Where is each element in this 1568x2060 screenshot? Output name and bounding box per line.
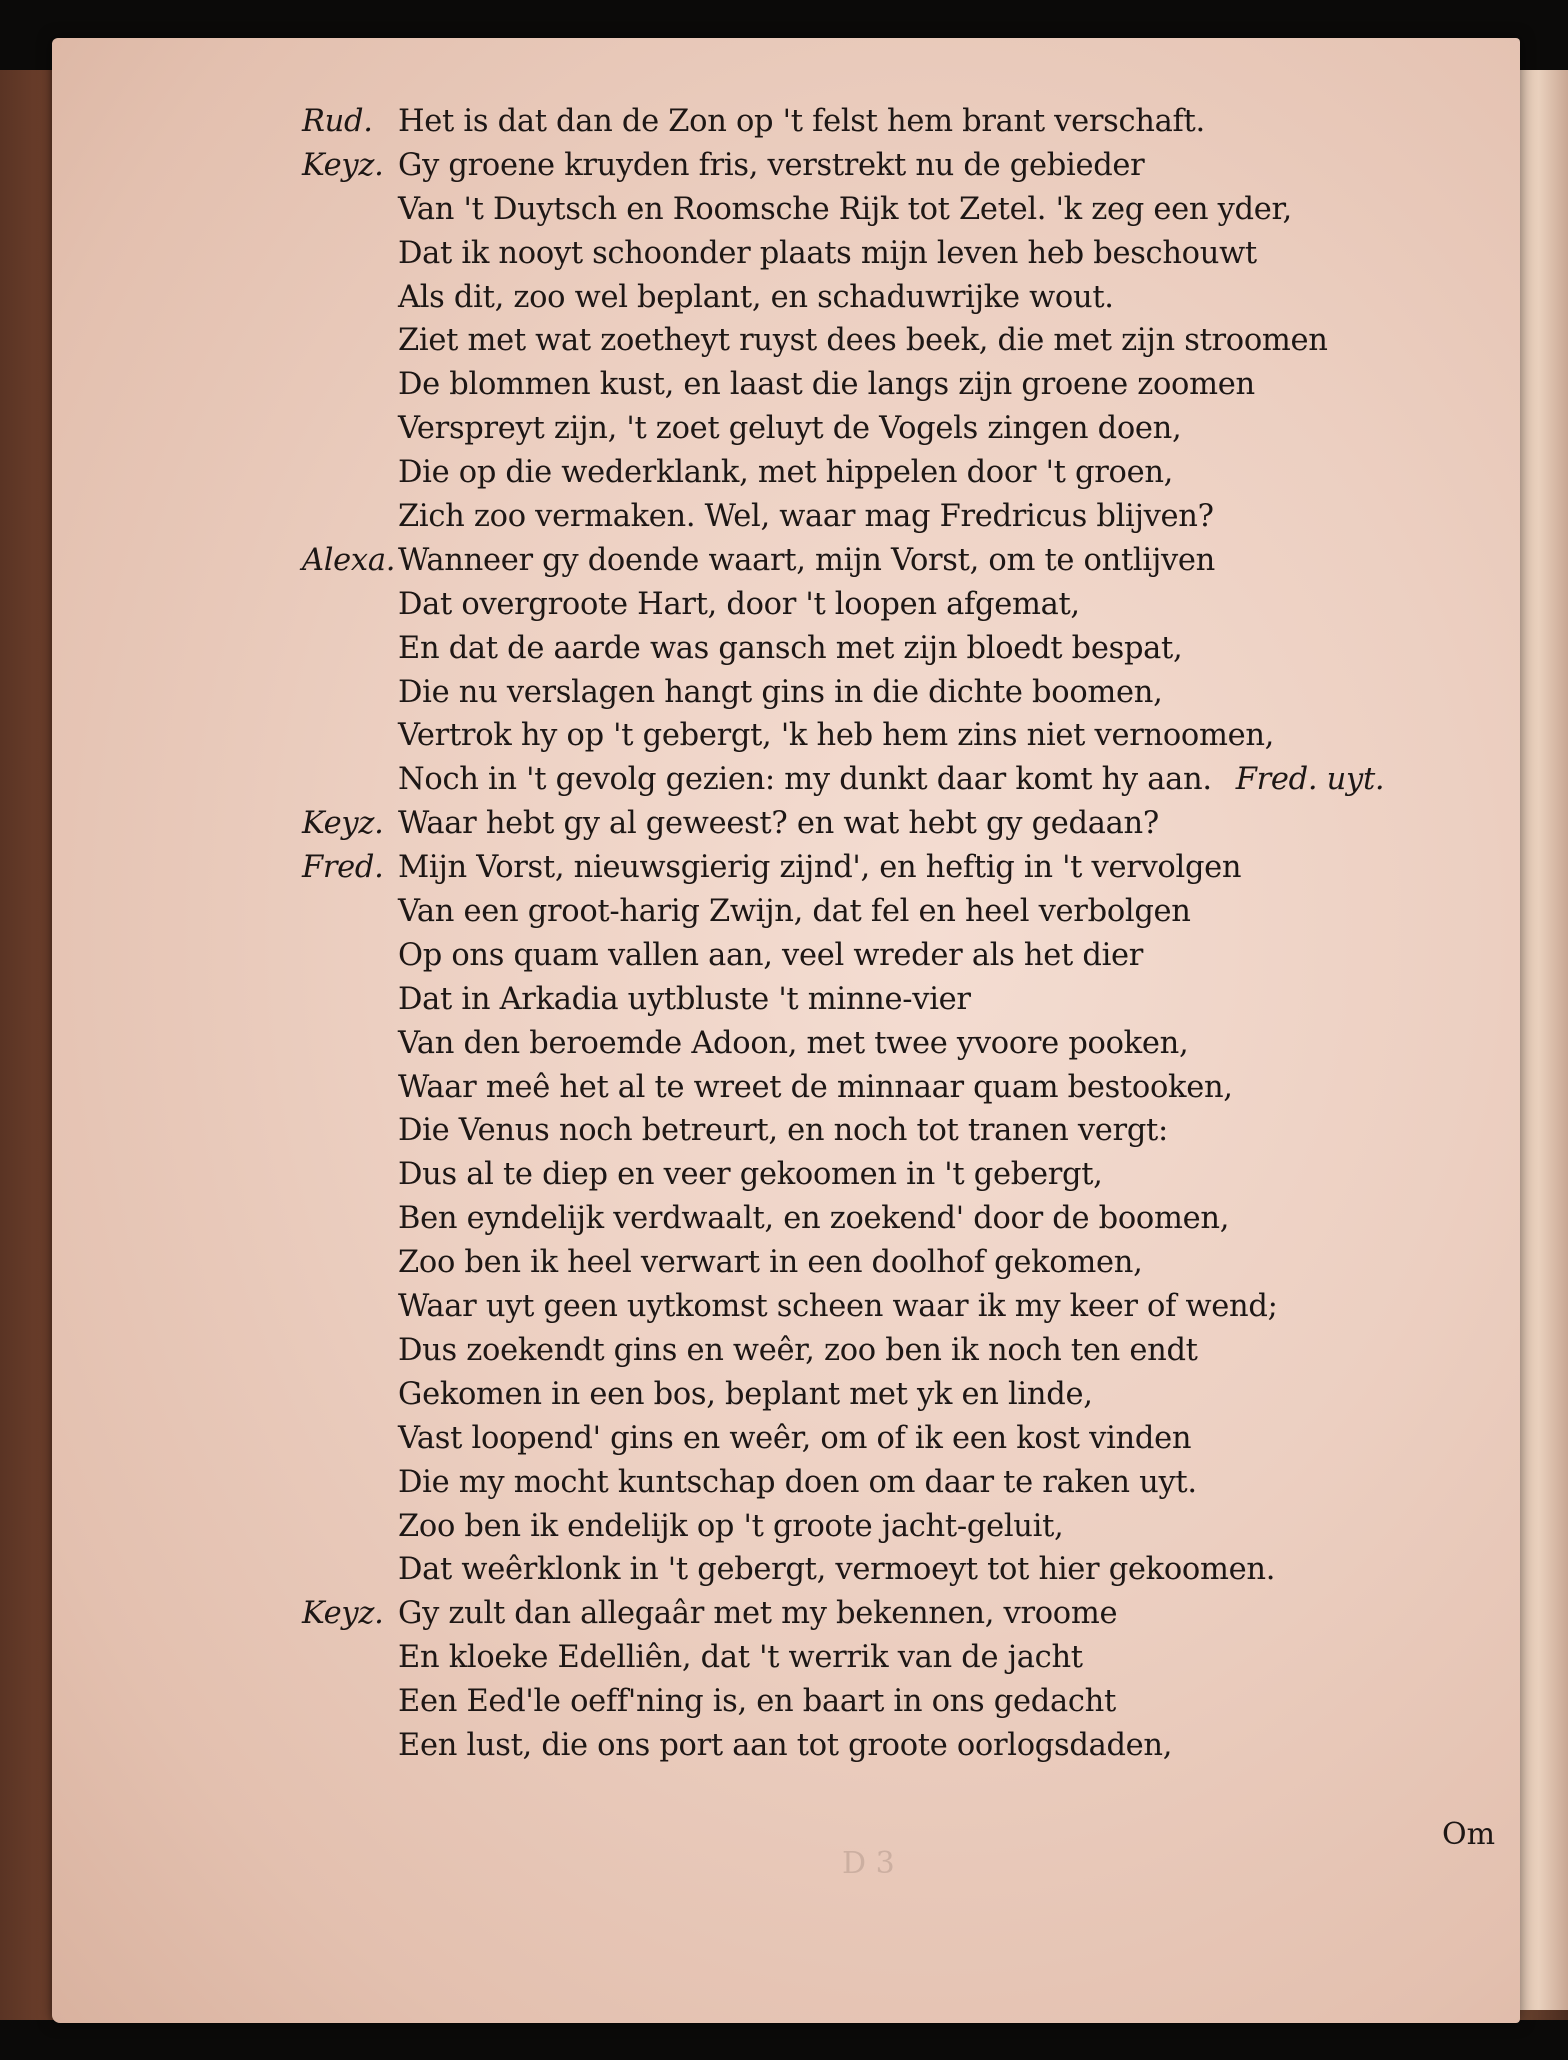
line-indent: [302, 714, 398, 758]
line-indent: [302, 934, 398, 978]
verse-text: Van den beroemde Adoon, met twee yvoore pooken,: [398, 1025, 1189, 1061]
verse-text: Een lust, die ons port aan tot groote oorlogsdaden,: [398, 1727, 1173, 1763]
verse-text: Gekomen in een bos, beplant met yk en linde,: [398, 1376, 1093, 1412]
line-indent: [302, 1109, 398, 1153]
signature-mark: D 3: [842, 1846, 895, 1881]
verse-line: [302, 319, 1502, 363]
speaker-label: Keyz.: [302, 1596, 384, 1632]
verse-line: [302, 1153, 1502, 1197]
verse-text: Vertrok hy op 't gebergt, 'k heb hem zins niet vernoomen,: [398, 718, 1275, 754]
verse-text-block: [302, 100, 1502, 1768]
verse-text: Ziet met wat zoetheyt ruyst dees beek, die met zijn stroomen: [398, 323, 1328, 359]
line-indent: [302, 1329, 398, 1373]
verse-text: Dus zoekendt gins en weêr, zoo ben ik noch ten endt: [398, 1332, 1198, 1368]
verse-text: Zoo ben ik heel verwart in een doolhof gekomen,: [398, 1245, 1143, 1281]
verse-line: [302, 1680, 1502, 1724]
line-indent: [302, 1680, 398, 1724]
book-page: [52, 38, 1520, 2023]
line-indent: [302, 1197, 398, 1241]
verse-text: Gy zult dan allegaâr met my bekennen, vroome: [398, 1596, 1118, 1632]
line-indent: [302, 1153, 398, 1197]
verse-text: Noch in 't gevolg gezien: my dunkt daar komt hy aan.: [398, 762, 1212, 798]
verse-line: [302, 1109, 1502, 1153]
line-indent: [302, 627, 398, 671]
verse-line: [302, 1548, 1502, 1592]
verse-line: [302, 627, 1502, 671]
verse-line: [302, 1636, 1502, 1680]
verse-line: [302, 276, 1502, 320]
verse-line: [302, 714, 1502, 758]
verse-line: [302, 1329, 1502, 1373]
verse-text: Zich zoo vermaken. Wel, waar mag Fredricus blijven?: [398, 499, 1214, 535]
verse-line: [302, 1592, 1502, 1636]
verse-line: [302, 1373, 1502, 1417]
verse-line: [302, 978, 1502, 1022]
verse-line: [302, 451, 1502, 495]
line-indent: [302, 1285, 398, 1329]
verse-text: Waar uyt geen uytkomst scheen waar ik my keer of wend;: [398, 1289, 1278, 1325]
line-indent: [302, 1022, 398, 1066]
verse-line: [302, 232, 1502, 276]
line-indent: [302, 978, 398, 1022]
speaker-label: Keyz.: [302, 147, 384, 183]
verse-line: [302, 188, 1502, 232]
line-indent: [302, 1417, 398, 1461]
verse-text: Gy groene kruyden fris, verstrekt nu de gebieder: [398, 147, 1145, 183]
verse-line: [302, 934, 1502, 978]
verse-text: Vast loopend' gins en weêr, om of ik een kost vinden: [398, 1420, 1192, 1456]
verse-text: Ben eyndelijk verdwaalt, en zoekend' door de boomen,: [398, 1201, 1230, 1237]
line-indent: [302, 890, 398, 934]
verse-text: Van 't Duytsch en Roomsche Rijk tot Zetel. 'k zeg een yder,: [398, 191, 1292, 227]
line-indent: [302, 451, 398, 495]
verse-text: Die my mocht kuntschap doen om daar te raken uyt.: [398, 1464, 1197, 1500]
verse-line: [302, 1285, 1502, 1329]
verse-line: [302, 1241, 1502, 1285]
line-indent: [302, 1241, 398, 1285]
verse-text: Wanneer gy doende waart, mijn Vorst, om te ontlijven: [398, 542, 1216, 578]
line-indent: [302, 1461, 398, 1505]
speaker-label: Keyz.: [302, 806, 384, 842]
stage-direction: Fred. uyt.: [1235, 762, 1385, 798]
verse-text: Waar meê het al te wreet de minnaar quam bestooken,: [398, 1069, 1233, 1105]
line-indent: [302, 407, 398, 451]
verse-line: [302, 890, 1502, 934]
verse-line: [302, 407, 1502, 451]
verse-line: [302, 1724, 1502, 1768]
verse-text: Dat in Arkadia uytbluste 't minne-vier: [398, 981, 971, 1017]
verse-line: [302, 1197, 1502, 1241]
verse-line: [302, 1505, 1502, 1549]
catchword: Om: [1442, 1817, 1496, 1852]
verse-text: Mijn Vorst, nieuwsgierig zijnd', en heftig in 't vervolgen: [398, 850, 1242, 886]
verse-text: Dat weêrklonk in 't gebergt, vermoeyt tot hier gekoomen.: [398, 1552, 1276, 1588]
line-indent: [302, 1724, 398, 1768]
verse-line: [302, 1066, 1502, 1110]
line-indent: [302, 1505, 398, 1549]
line-indent: [302, 276, 398, 320]
verse-text: En kloeke Edelliên, dat 't werrik van de jacht: [398, 1640, 1083, 1676]
verse-text: Van een groot-harig Zwijn, dat fel en heel verbolgen: [398, 894, 1191, 930]
verse-text: Die op die wederklank, met hippelen door 't groen,: [398, 455, 1174, 491]
line-indent: [302, 495, 398, 539]
verse-text: Als dit, zoo wel beplant, en schaduwrijke wout.: [398, 279, 1114, 315]
line-indent: [302, 232, 398, 276]
verse-line: [302, 1417, 1502, 1461]
line-indent: [302, 1066, 398, 1110]
verse-text: Waar hebt gy al geweest? en wat hebt gy gedaan?: [398, 806, 1159, 842]
verse-line: [302, 144, 1502, 188]
verse-line: [302, 100, 1502, 144]
verse-line: [302, 495, 1502, 539]
verse-line: [302, 583, 1502, 627]
line-indent: [302, 583, 398, 627]
verse-text: Verspreyt zijn, 't zoet geluyt de Vogels zingen doen,: [398, 411, 1182, 447]
verse-text: Dus al te diep en veer gekoomen in 't gebergt,: [398, 1157, 1103, 1193]
verse-text: Die Venus noch betreurt, en noch tot tranen vergt:: [398, 1113, 1168, 1149]
verse-line: [302, 802, 1502, 846]
verse-line: [302, 363, 1502, 407]
line-indent: [302, 1373, 398, 1417]
line-indent: [302, 363, 398, 407]
line-indent: [302, 188, 398, 232]
speaker-label: Fred.: [302, 850, 384, 886]
verse-line: [302, 671, 1502, 715]
verse-line: [302, 846, 1502, 890]
verse-line: [302, 1022, 1502, 1066]
verse-text: Dat overgroote Hart, door 't loopen afgemat,: [398, 586, 1080, 622]
verse-text: Een Eed'le oeff'ning is, en baart in ons gedacht: [398, 1684, 1116, 1720]
line-indent: [302, 671, 398, 715]
verse-text: Het is dat dan de Zon op 't felst hem brant verschaft.: [398, 104, 1205, 139]
verse-line: [302, 1461, 1502, 1505]
verse-line: [302, 539, 1502, 583]
verse-text: Op ons quam vallen aan, veel wreder als het dier: [398, 937, 1144, 973]
verse-text: En dat de aarde was gansch met zijn bloedt bespat,: [398, 630, 1183, 666]
verse-text: Zoo ben ik endelijk op 't groote jacht-geluit,: [398, 1508, 1064, 1544]
verse-text: Dat ik nooyt schoonder plaats mijn leven heb beschouwt: [398, 235, 1257, 271]
speaker-label: Alexa.: [302, 542, 396, 578]
line-indent: [302, 1636, 398, 1680]
verse-text: De blommen kust, en laast die langs zijn groene zoomen: [398, 367, 1255, 403]
line-indent: [302, 319, 398, 363]
verse-text: Die nu verslagen hangt gins in die dichte boomen,: [398, 674, 1163, 710]
speaker-label: Rud.: [302, 104, 373, 139]
line-indent: [302, 758, 398, 802]
verse-line: [302, 758, 1502, 802]
line-indent: [302, 1548, 398, 1592]
